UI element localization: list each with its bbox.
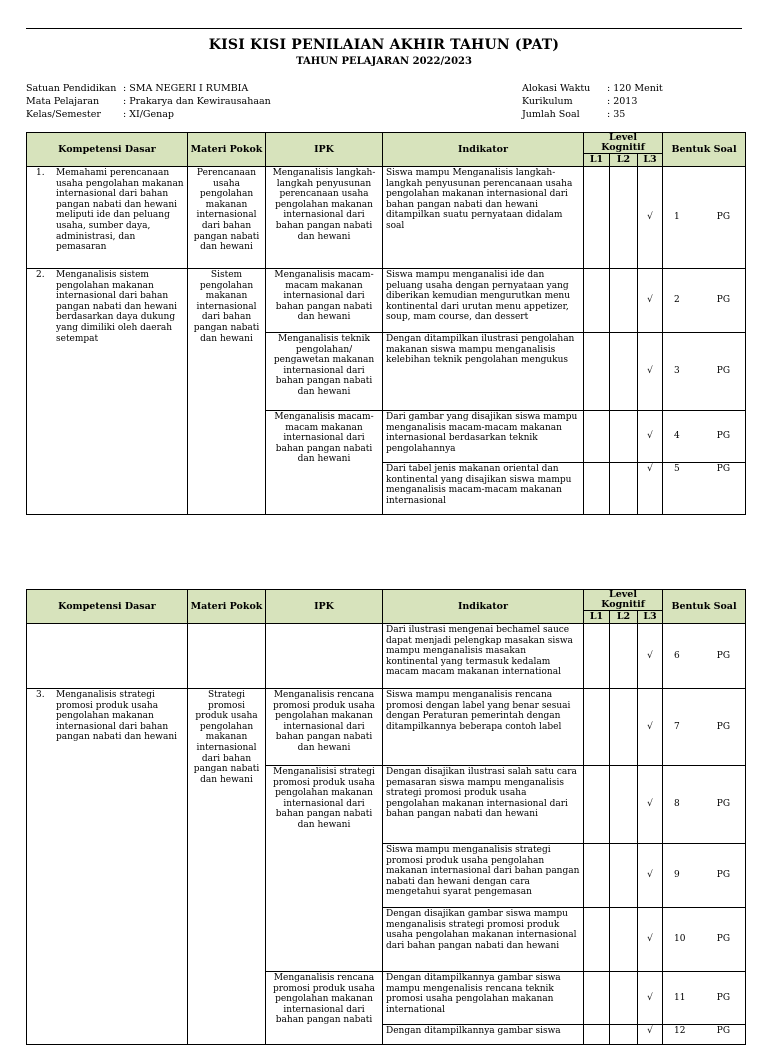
bentuk-cell [663,844,746,908]
kd-cell [27,167,188,269]
l2-cell [610,463,638,515]
header-indikator: Indikator [383,590,584,624]
l1-cell [584,972,610,1025]
ipk-cell [266,624,383,689]
kd-cell [27,269,188,515]
check-icon: √ [638,972,663,1025]
check-icon: √ [638,463,663,515]
bentuk-cell [663,269,746,333]
page-title: KISI KISI PENILAIAN AKHIR TAHUN (PAT) [208,37,560,53]
soal-type: PG [716,366,731,377]
indikator-cell: Dengan ditampilkannya gambar siswa mampu mengenalisis rencana teknik promosi usaha pengolahan makanan international [383,972,584,1025]
header-row [27,590,746,611]
l2-cell [610,1025,638,1045]
table-row [27,167,746,269]
header-level-kognitif: Level Kognitif [584,133,663,154]
soal-type: PG [716,650,731,661]
info-label: Satuan Pendidikan [26,83,117,94]
soal-type: PG [716,799,731,810]
info-value: : 35 [607,109,626,120]
materi-cell [188,624,266,689]
info-row-jumlah [522,108,663,121]
header-ipk: IPK [266,590,383,624]
indikator-cell: Dengan disajikan ilustrasi salah satu cara pemasaran siswa mampu menganalisis strategi promosi produk usaha pengolahan makanan internasional dari bahan pangan nabati dan hewani [383,766,584,844]
l2-cell [610,689,638,766]
l1-cell [584,908,610,972]
check-icon: √ [638,269,663,333]
soal-type: PG [716,1026,731,1036]
ipk-cell: Menganalisisi strategi promosi produk usaha pengolahan makanan internasional dari bahan pangan nabati dan hewani [266,766,383,972]
soal-number: 2 [674,295,680,306]
l2-cell [610,766,638,844]
bentuk-cell [663,463,746,515]
check-icon: √ [638,908,663,972]
page-subtitle: TAHUN PELAJARAN 2022/2023 [296,56,472,67]
indikator-cell: Dari gambar yang disajikan siswa mampu menganalisis macam-macam makanan internasional berdasarkan teknik pengolahannya [383,411,584,463]
check-icon: √ [638,844,663,908]
kd-number: 2. [36,270,45,280]
indikator-cell: Dari tabel jenis makanan oriental dan kontinental yang disajikan siswa mampu menganalisis macam-macam makanan internasional [383,463,584,515]
l2-cell [610,972,638,1025]
info-value: : 2013 [607,96,638,107]
check-icon: √ [638,1025,663,1045]
info-value: : 120 Menit [607,83,663,94]
soal-number: 6 [674,650,680,661]
info-label: Jumlah Soal [522,109,580,120]
info-label: Kurikulum [522,96,573,107]
bentuk-cell [663,333,746,411]
kd-text: Memahami perencanaan usaha pengolahan makanan internasional dari bahan pangan nabati dan hewani meliputi ide dan peluang usaha, sumber daya, administrasi, dan pemasaran [56,168,184,253]
ipk-cell: Menganalisis langkah-langkah penyusunan perencanaan usaha pengolahan makanan internasional dari bahan pangan nabati dan hewani [266,167,383,269]
bentuk-cell [663,167,746,269]
soal-type: PG [716,992,731,1003]
soal-type: PG [716,431,731,442]
info-label: Mata Pelajaran [26,96,100,107]
l2-cell [610,908,638,972]
ipk-cell: Menganalisis teknik pengolahan/ pengawetan makanan internasional dari bahan pangan nabati dan hewani [266,333,383,411]
l2-cell [610,333,638,411]
info-row-satuan [26,82,271,95]
info-row-kurikulum [522,95,663,108]
header-l3: L3 [638,611,663,624]
soal-number: 5 [674,464,680,474]
header-level-kognitif: Level Kognitif [584,590,663,611]
table-row [27,689,746,766]
soal-number: 12 [674,1026,686,1036]
l1-cell [584,1025,610,1045]
check-icon: √ [638,333,663,411]
soal-number: 1 [674,212,680,223]
header-l1: L1 [584,154,610,167]
l1-cell [584,411,610,463]
kd-number: 3. [36,690,45,700]
header-bentuk-soal: Bentuk Soal [663,133,746,167]
info-row-kelas [26,108,271,121]
l2-cell [610,269,638,333]
bentuk-cell [663,689,746,766]
info-value: : XI/Genap [123,109,175,120]
l1-cell [584,766,610,844]
info-row-mapel [26,95,271,108]
kd-text: Menganalisis strategi promosi produk usaha pengolahan makanan internasional dari bahan pangan nabati dan hewani [56,690,178,743]
header-bentuk-soal: Bentuk Soal [663,590,746,624]
indikator-cell: Siswa mampu Menganalisis langkah-langkah penyusunan perencanaan usaha pengolahan makanan internasional dari bahan pangan nabati dan hewani ditampilkan suatu pernyataan didalam soal [383,167,584,269]
check-icon: √ [638,624,663,689]
bentuk-cell [663,411,746,463]
header-kompetensi-dasar: Kompetensi Dasar [27,590,188,624]
l1-cell [584,463,610,515]
check-icon: √ [638,689,663,766]
soal-type: PG [716,295,731,306]
ipk-cell: Menganalisis rencana promosi produk usaha pengolahan makanan internasional dari bahan pangan nabati [266,972,383,1045]
soal-number: 9 [674,870,680,881]
exam-info [522,82,663,121]
info-label: Alokasi Waktu [522,83,591,94]
header-materi-pokok: Materi Pokok [188,590,266,624]
info-value: : SMA NEGERI I RUMBIA [123,83,249,94]
indikator-cell: Siswa mampu menganalisi ide dan peluang usaha dengan pernyataan yang diberikan kemudian mengurutkan menu kontinental dari urutan menu appetizer, soup, mam course, dan dessert [383,269,584,333]
header-row [27,133,746,154]
kd-text: Menganalisis sistem pengolahan makanan internasional dari bahan pangan nabati dan hewani berdasarkan daya dukung yang dimiliki oleh daerah setempat [56,270,178,344]
soal-type: PG [716,934,731,945]
bentuk-cell [663,908,746,972]
indikator-cell: Dengan disajikan gambar siswa mampu menganalisis strategi promosi produk usaha pengolahan makanan internasional dari bahan pangan nabati dan hewani [383,908,584,972]
bentuk-cell [663,624,746,689]
table-row [27,624,746,689]
kd-cell [27,689,188,1045]
indikator-cell: Dari ilustrasi mengenai bechamel sauce dapat menjadi pelengkap masakan siswa mampu menganalisis masakan kontinental yang termasuk kedalam macam macam makanan international [383,624,584,689]
indikator-cell: Siswa mampu menganalisis strategi promosi produk usaha pengolahan makanan internasional dari bahan pangan nabati dan hewani dengan cara mengetahui syarat pengemasan [383,844,584,908]
info-row-alokasi [522,82,663,95]
soal-number: 7 [674,721,680,732]
soal-number: 11 [674,992,686,1003]
l1-cell [584,689,610,766]
header-materi-pokok: Materi Pokok [188,133,266,167]
top-rule [26,28,742,29]
soal-number: 10 [674,934,686,945]
info-label: Kelas/Semester [26,109,101,120]
kd-number: 1. [36,168,45,178]
header-kompetensi-dasar: Kompetensi Dasar [27,133,188,167]
header-ipk: IPK [266,133,383,167]
check-icon: √ [638,411,663,463]
soal-number: 8 [674,799,680,810]
soal-type: PG [716,464,731,474]
ipk-cell: Menganalisis rencana promosi produk usaha pengolahan makanan internasional dari bahan pangan nabati dan hewani [266,689,383,766]
school-info [26,82,271,121]
soal-type: PG [716,212,731,223]
check-icon: √ [638,167,663,269]
table-row [27,269,746,333]
l2-cell [610,844,638,908]
l1-cell [584,844,610,908]
header-l2: L2 [610,154,638,167]
soal-type: PG [716,721,731,732]
bentuk-cell [663,766,746,844]
soal-number: 4 [674,431,680,442]
header-indikator: Indikator [383,133,584,167]
l2-cell [610,411,638,463]
l1-cell [584,269,610,333]
header-l1: L1 [584,611,610,624]
l2-cell [610,167,638,269]
check-icon: √ [638,766,663,844]
l1-cell [584,167,610,269]
ipk-cell: Menganalisis macam-macam makanan internasional dari bahan pangan nabati dan hewani [266,269,383,333]
ipk-cell: Menganalisis macam-macam makanan internasional dari bahan pangan nabati dan hewani [266,411,383,515]
soal-number: 3 [674,366,680,377]
bentuk-cell [663,972,746,1025]
kd-cell [27,624,188,689]
materi-cell: Sistem pengolahan makanan internasional dari bahan pangan nabati dan hewani [188,269,266,515]
soal-type: PG [716,870,731,881]
indikator-cell: Siswa mampu menganalisis rencana promosi dengan label yang benar sesuai dengan Peraturan pemerintah dengan ditampilkannya beberapa contoh label [383,689,584,766]
kisi-table-page-1 [26,132,746,515]
l1-cell [584,333,610,411]
header-l2: L2 [610,611,638,624]
l2-cell [610,624,638,689]
header-l3: L3 [638,154,663,167]
materi-cell: Perencanaan usaha pengolahan makanan internasional dari bahan pangan nabati dan hewani [188,167,266,269]
indikator-cell: Dengan ditampilkannya gambar siswa [383,1025,584,1045]
info-value: : Prakarya dan Kewirausahaan [123,96,271,107]
bentuk-cell [663,1025,746,1045]
l1-cell [584,624,610,689]
indikator-cell: Dengan ditampilkan ilustrasi pengolahan makanan siswa mampu menganalisis kelebihan teknik pengolahan mengukus [383,333,584,411]
kisi-table-page-2 [26,589,746,1045]
materi-cell: Strategi promosi produk usaha pengolahan makanan internasional dari bahan pangan nabati dan hewani [188,689,266,1045]
